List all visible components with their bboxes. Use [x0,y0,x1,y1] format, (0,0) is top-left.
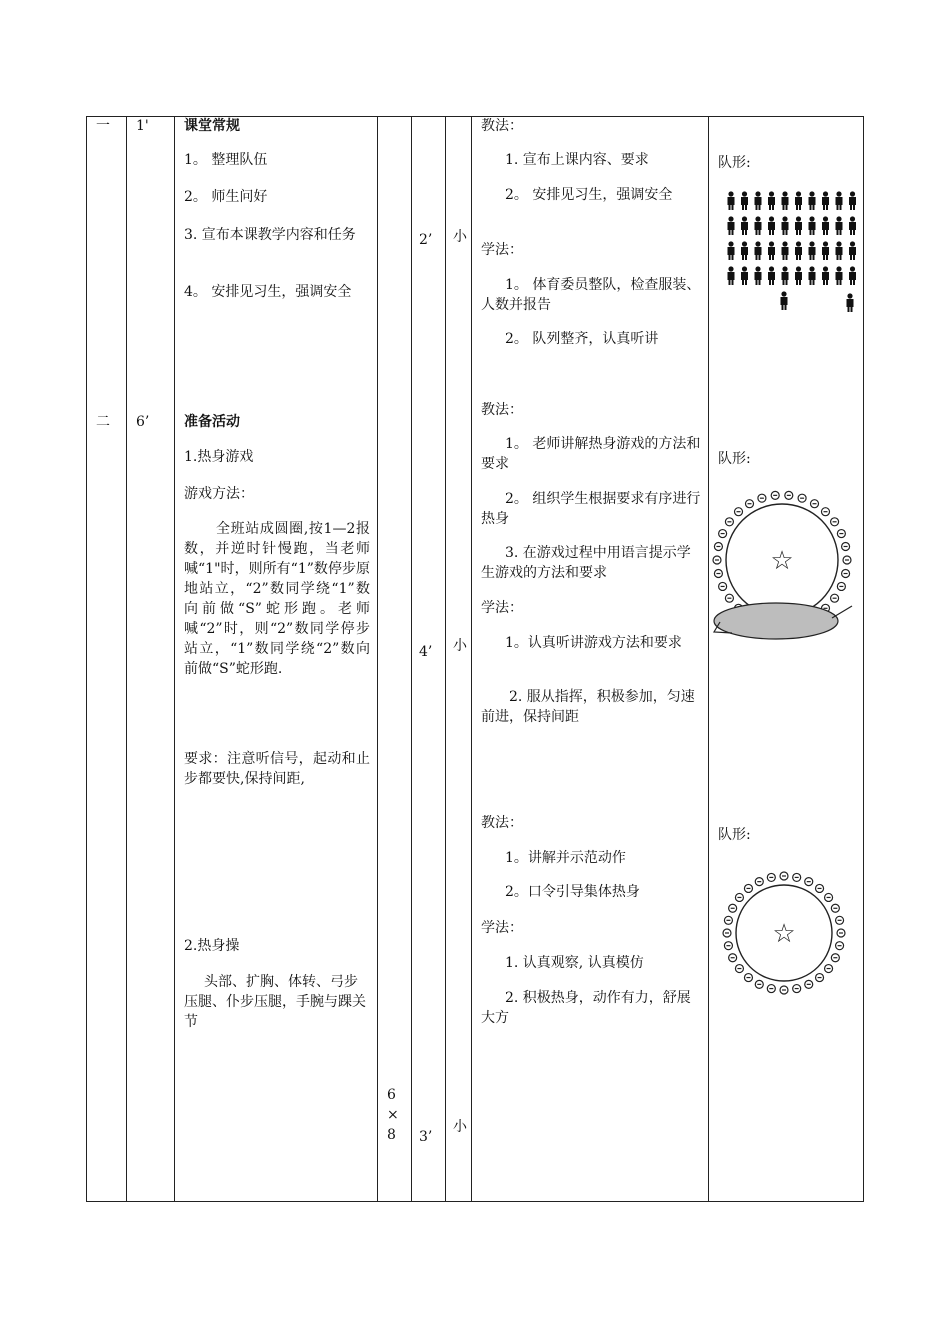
column-divider [126,116,127,1202]
student-dot-icon [837,929,845,937]
section-duration: 1' [136,118,149,134]
method-item: 2。 组织学生根据要求有序进行热身 [481,491,701,527]
student-dot-icon [831,594,839,602]
column-divider [377,116,378,1202]
section-title: 课堂常规 [184,118,240,134]
column-divider [471,116,472,1202]
person-icon [728,266,735,285]
content-item: 游戏方法： [184,486,254,502]
column-divider [445,116,446,1202]
content-item: 1。 整理队伍 [184,152,268,168]
person-icon [781,291,788,310]
student-dot-icon [798,494,806,502]
method-item: 3. 在游戏过程中用语言提示学生游戏的方法和要求 [481,545,691,581]
person-icon [849,241,856,260]
person-icon [836,241,843,260]
student-dot-icon [805,980,813,988]
circle-formation-icon [712,860,860,1002]
column-divider [411,116,412,1202]
student-dot-icon [767,985,775,993]
method-item: 1。 体育委员整队，检查服装、人数并报告 [481,277,701,313]
method-item: 1. 认真观察, 认真模仿 [505,955,644,971]
person-icon [822,266,829,285]
person-icon [836,216,843,235]
person-icon [847,293,854,312]
intensity-value: 小 [453,638,467,654]
person-icon [795,216,802,235]
person-icon [809,266,816,285]
method-item: 2. 积极热身，动作有力，舒展大方 [481,990,691,1026]
student-dot-icon [767,873,775,881]
student-dot-icon [725,518,733,526]
student-dot-icon [836,942,844,950]
person-icon [849,191,856,210]
content-item: 头部、扩胸、体转、弓步压腿、仆步压腿，手腕与踝关节 [184,974,366,1030]
person-icon [728,191,735,210]
student-dot-icon [843,556,851,564]
student-dot-icon [793,985,801,993]
person-icon [795,241,802,260]
person-icon [741,241,748,260]
student-dot-icon [831,904,839,912]
student-dot-icon [842,570,850,578]
student-dot-icon [724,916,732,924]
intensity-value: 小 [453,229,467,245]
person-icon [755,266,762,285]
student-dot-icon [725,594,733,602]
repetition: 8 [387,1127,396,1143]
student-dot-icon [816,974,824,982]
repetition: × [387,1107,399,1123]
repetition: 6 [387,1087,396,1103]
student-dot-icon [758,494,766,502]
student-dot-icon [785,491,793,499]
person-icon [822,241,829,260]
student-dot-icon [744,974,752,982]
student-dot-icon [735,508,743,516]
person-icon [795,266,802,285]
student-dot-icon [771,491,779,499]
person-icon [795,191,802,210]
method-item: 1。认真听讲游戏方法和要求 [505,635,682,651]
student-dot-icon [805,878,813,886]
student-dot-icon [831,954,839,962]
requirement-text: 要求：注意听信号，起动和止步都要快,保持间距, [184,751,370,787]
time-value: 2’ [419,232,433,248]
person-icon [782,266,789,285]
person-icon [849,216,856,235]
student-dot-icon [831,518,839,526]
person-icon [768,241,775,260]
circle-formation-icon [712,482,860,650]
star-icon: ☆ [770,546,794,576]
student-dot-icon [837,530,845,538]
person-icon [782,191,789,210]
student-dot-icon [837,582,845,590]
student-dot-icon [714,570,722,578]
method-label: 教法： [481,402,523,418]
star-icon: ☆ [772,919,796,949]
person-icon [782,241,789,260]
student-dot-icon [821,508,829,516]
formation-label: 队形: [718,155,751,171]
person-icon [809,216,816,235]
person-icon [836,266,843,285]
student-dot-icon [780,986,788,994]
person-icon [809,241,816,260]
person-icon [741,216,748,235]
student-dot-icon [746,500,754,508]
method-item: 2。口令引导集体热身 [505,884,640,900]
person-icon [822,216,829,235]
person-icon [755,241,762,260]
student-dot-icon [735,965,743,973]
student-dot-icon [755,878,763,886]
formation-label: 队形: [718,451,751,467]
formation-label: 队形: [718,827,751,843]
column-divider [174,116,175,1202]
person-icon [768,216,775,235]
content-item: 3. 宣布本课教学内容和任务 [184,227,356,243]
column-divider [708,116,709,1202]
section-number: 二 [96,414,110,430]
person-icon [741,266,748,285]
person-icon [822,191,829,210]
section-duration: 6’ [136,414,150,430]
student-dot-icon [714,542,722,550]
content-item: 4。 安排见习生，强调安全 [184,284,352,300]
content-item: 2。 师生问好 [184,189,268,205]
student-dot-icon [729,954,737,962]
student-dot-icon [816,884,824,892]
method-label: 教法： [481,815,523,831]
person-icon [755,191,762,210]
student-dot-icon [719,582,727,590]
person-icon [836,191,843,210]
person-icon [782,216,789,235]
person-icon [755,216,762,235]
method-label: 学法： [481,242,523,258]
student-dot-icon [719,530,727,538]
student-dot-icon [842,542,850,550]
person-icon [809,191,816,210]
person-icon [728,241,735,260]
student-dot-icon [724,942,732,950]
intensity-value: 小 [453,1119,467,1135]
person-icon [849,266,856,285]
student-dot-icon [713,556,721,564]
student-dot-icon [825,965,833,973]
time-value: 4’ [419,644,433,660]
student-dot-icon [793,873,801,881]
section-title: 准备活动 [184,414,240,430]
student-dot-icon [735,893,743,901]
people-grid-formation-icon [722,188,862,320]
student-dot-icon [825,893,833,901]
method-label: 学法： [481,600,523,616]
student-dot-icon [723,929,731,937]
method-item: 1. 宣布上课内容、要求 [505,152,649,168]
method-item: 1。讲解并示范动作 [505,850,626,866]
method-label: 教法： [481,118,523,134]
content-item: 2.热身操 [184,938,240,954]
student-dot-icon [780,872,788,880]
method-item: 2。 队列整齐，认真听讲 [505,331,659,347]
student-dot-icon [811,500,819,508]
student-dot-icon [729,904,737,912]
method-label: 学法： [481,920,523,936]
person-icon [728,216,735,235]
content-item: 1.热身游戏 [184,449,254,465]
method-item: 2。 安排见习生，强调安全 [505,187,673,203]
game-method-text: 全班站成圆圈,按1—2报数，并逆时针慢跑，当老师喊“1"时，则所有“1”数停步原地站立，“2”数同学绕“1”数向前做“S”蛇形跑。老师喊“2”时，则“2”数同学停步站立，“1”数同学绕“2”数向前做“S”蛇形跑. [184,521,370,677]
student-dot-icon [744,884,752,892]
person-icon [768,191,775,210]
method-item: 1。 老师讲解热身游戏的方法和要求 [481,436,701,472]
person-icon [768,266,775,285]
method-item: 2. 服从指挥，积极参加，匀速前进，保持间距 [481,689,695,725]
time-value: 3’ [419,1129,433,1145]
callout-shape-icon [714,603,852,639]
person-icon [741,191,748,210]
student-dot-icon [836,916,844,924]
section-number: 一 [96,118,110,134]
student-dot-icon [755,980,763,988]
